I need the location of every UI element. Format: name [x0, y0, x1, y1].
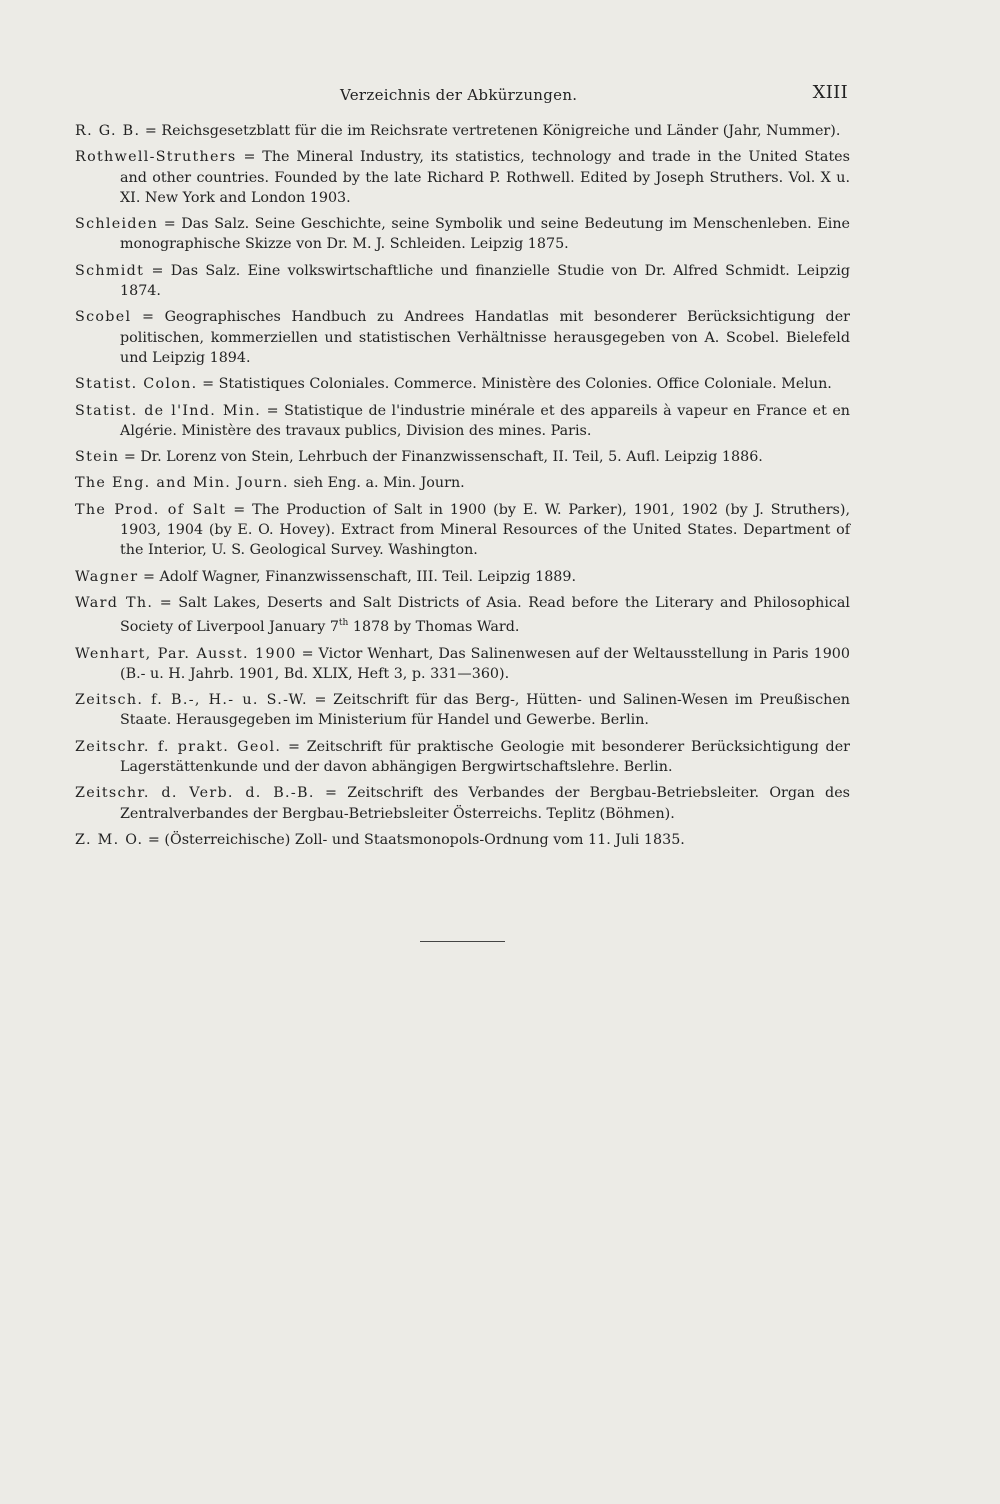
running-title: Verzeichnis der Abkürzungen.	[340, 86, 578, 104]
abbreviation-entry	[75, 447, 850, 467]
abbreviation-entry	[75, 593, 850, 638]
running-head	[0, 82, 1000, 106]
abbreviation-entry	[75, 644, 850, 685]
page-number: XIII	[812, 82, 848, 103]
abbreviation-entry	[75, 374, 850, 394]
abbreviation-entry	[75, 307, 850, 368]
entry-abbreviation: Z. M. O.	[75, 831, 144, 848]
entry-superscript: th	[338, 618, 349, 629]
entry-abbreviation: Zeitsch. f. B.-, H.- u. S.-W.	[75, 692, 308, 709]
entry-text: = Geographisches Handbuch zu Andrees Handatlas mit besonderer Berücksichtigung der politischen, kommerziellen und statistischen Verhältnisse herausgegeben von A. Scobel. Bielefeld und Leipzig 1894.	[120, 309, 850, 366]
entry-text: = Salt Lakes, Deserts and Salt Districts of Asia. Read before the Literary and Philosophical Society of Liverpool January 7	[120, 594, 851, 636]
entry-abbreviation: Zeitschr. d. Verb. d. B.-B.	[75, 785, 315, 802]
entry-text-continued: 1878 by Thomas Ward.	[348, 619, 520, 636]
entry-abbreviation: R. G. B.	[75, 123, 141, 139]
entry-text: = Das Salz. Eine volkswirtschaftliche und finanzielle Studie von Dr. Alfred Schmidt. Leipzig 1874.	[120, 262, 850, 300]
section-end-rule	[420, 941, 505, 942]
entry-text: = (Österreichische) Zoll- und Staatsmonopols-Ordnung vom 11. Juli 1835.	[143, 831, 685, 848]
entry-abbreviation: Wagner	[75, 568, 139, 585]
entry-text: = Zeitschrift für das Berg-, Hütten- und Salinen-Wesen im Preußischen Staate. Herausgegeben im Ministerium für Handel und Gewerbe. Berlin.	[120, 692, 850, 729]
abbreviation-entry	[75, 737, 850, 778]
entry-text: = Adolf Wagner, Finanzwissenschaft, III. Teil. Leipzig 1889.	[138, 568, 577, 585]
abbreviation-entry	[75, 690, 850, 731]
entry-abbreviation: Rothwell-Struthers	[75, 149, 237, 166]
entry-text: sieh Eng. a. Min. Journ.	[288, 475, 465, 492]
entry-text: = Statistiques Coloniales. Commerce. Ministère des Colonies. Office Coloniale. Melun.	[197, 376, 832, 393]
abbreviation-entry	[75, 500, 850, 561]
abbreviation-entry	[75, 147, 850, 208]
entry-abbreviation: Statist. Colon.	[75, 376, 198, 393]
entry-abbreviation: Schleiden	[75, 216, 159, 233]
entry-text: = Victor Wenhart, Das Salinenwesen auf der Weltausstellung in Paris 1900 (B.- u. H. Jahrb. 1901, Bd. XLIX, Heft 3, p. 331—360).	[120, 645, 850, 682]
abbreviation-entry	[75, 401, 850, 442]
entry-text: = Das Salz. Seine Geschichte, seine Symbolik und seine Bedeutung im Menschenleben. Eine monographische Skizze von Dr. M. J. Schleiden. Leipzig 1875.	[120, 216, 850, 253]
entry-text: = Zeitschrift für praktische Geologie mit besonderer Berücksichtigung der Lagerstättenkunde und der davon abhängigen Bergwirtschaftslehre. Berlin.	[120, 738, 850, 776]
abbreviation-entry	[75, 261, 850, 302]
entry-text: = The Production of Salt in 1900 (by E. W. Parker), 1901, 1902 (by J. Struthers), 1903, 1904 (by E. O. Hovey). Extract from Mineral Resources of the United States. Department of the Interior, U. S. Geological Survey. Washington.	[120, 501, 850, 559]
abbreviation-entry	[75, 473, 850, 493]
entry-abbreviation: The Eng. and Min. Journ.	[75, 475, 289, 492]
entry-abbreviation: Zeitschr. f. prakt. Geol.	[75, 738, 282, 755]
abbreviation-entry	[75, 121, 850, 141]
entry-abbreviation: Wenhart, Par. Ausst. 1900	[75, 645, 297, 662]
entry-abbreviation: Stein	[75, 449, 120, 466]
abbreviation-entry	[75, 783, 850, 824]
entry-text: = Reichsgesetzblatt für die im Reichsrate vertretenen Königreiche und Länder (Jahr, Nummer).	[140, 123, 841, 139]
entry-text: = Statistique de l'industrie minérale et des appareils à vapeur en France et en Algérie. Ministère des travaux publics, Division des mines. Paris.	[120, 402, 850, 439]
entry-abbreviation: Scobel	[75, 309, 132, 326]
entry-text: = Dr. Lorenz von Stein, Lehrbuch der Finanzwissenschaft, II. Teil, 5. Aufl. Leipzig 1886.	[119, 449, 763, 466]
entry-abbreviation: The Prod. of Salt	[75, 501, 227, 518]
abbreviation-list	[75, 121, 850, 856]
entry-abbreviation: Schmidt	[75, 262, 145, 279]
abbreviation-entry	[75, 214, 850, 255]
entry-abbreviation: Ward Th.	[75, 594, 154, 611]
abbreviation-entry	[75, 830, 850, 850]
entry-text: = Zeitschrift des Verbandes der Bergbau-Betriebsleiter. Organ des Zentralverbandes der Bergbau-Betriebsleiter Österreichs. Teplitz (Böhmen).	[120, 785, 851, 822]
abbreviation-entry	[75, 567, 850, 587]
entry-abbreviation: Statist. de l'Ind. Min.	[75, 402, 262, 419]
entry-text: = The Mineral Industry, its statistics, technology and trade in the United States and other countries. Founded by the late Richard P. Rothwell. Edited by Joseph Struthers. Vol. X u. XI. New York and London 1903.	[120, 149, 850, 206]
